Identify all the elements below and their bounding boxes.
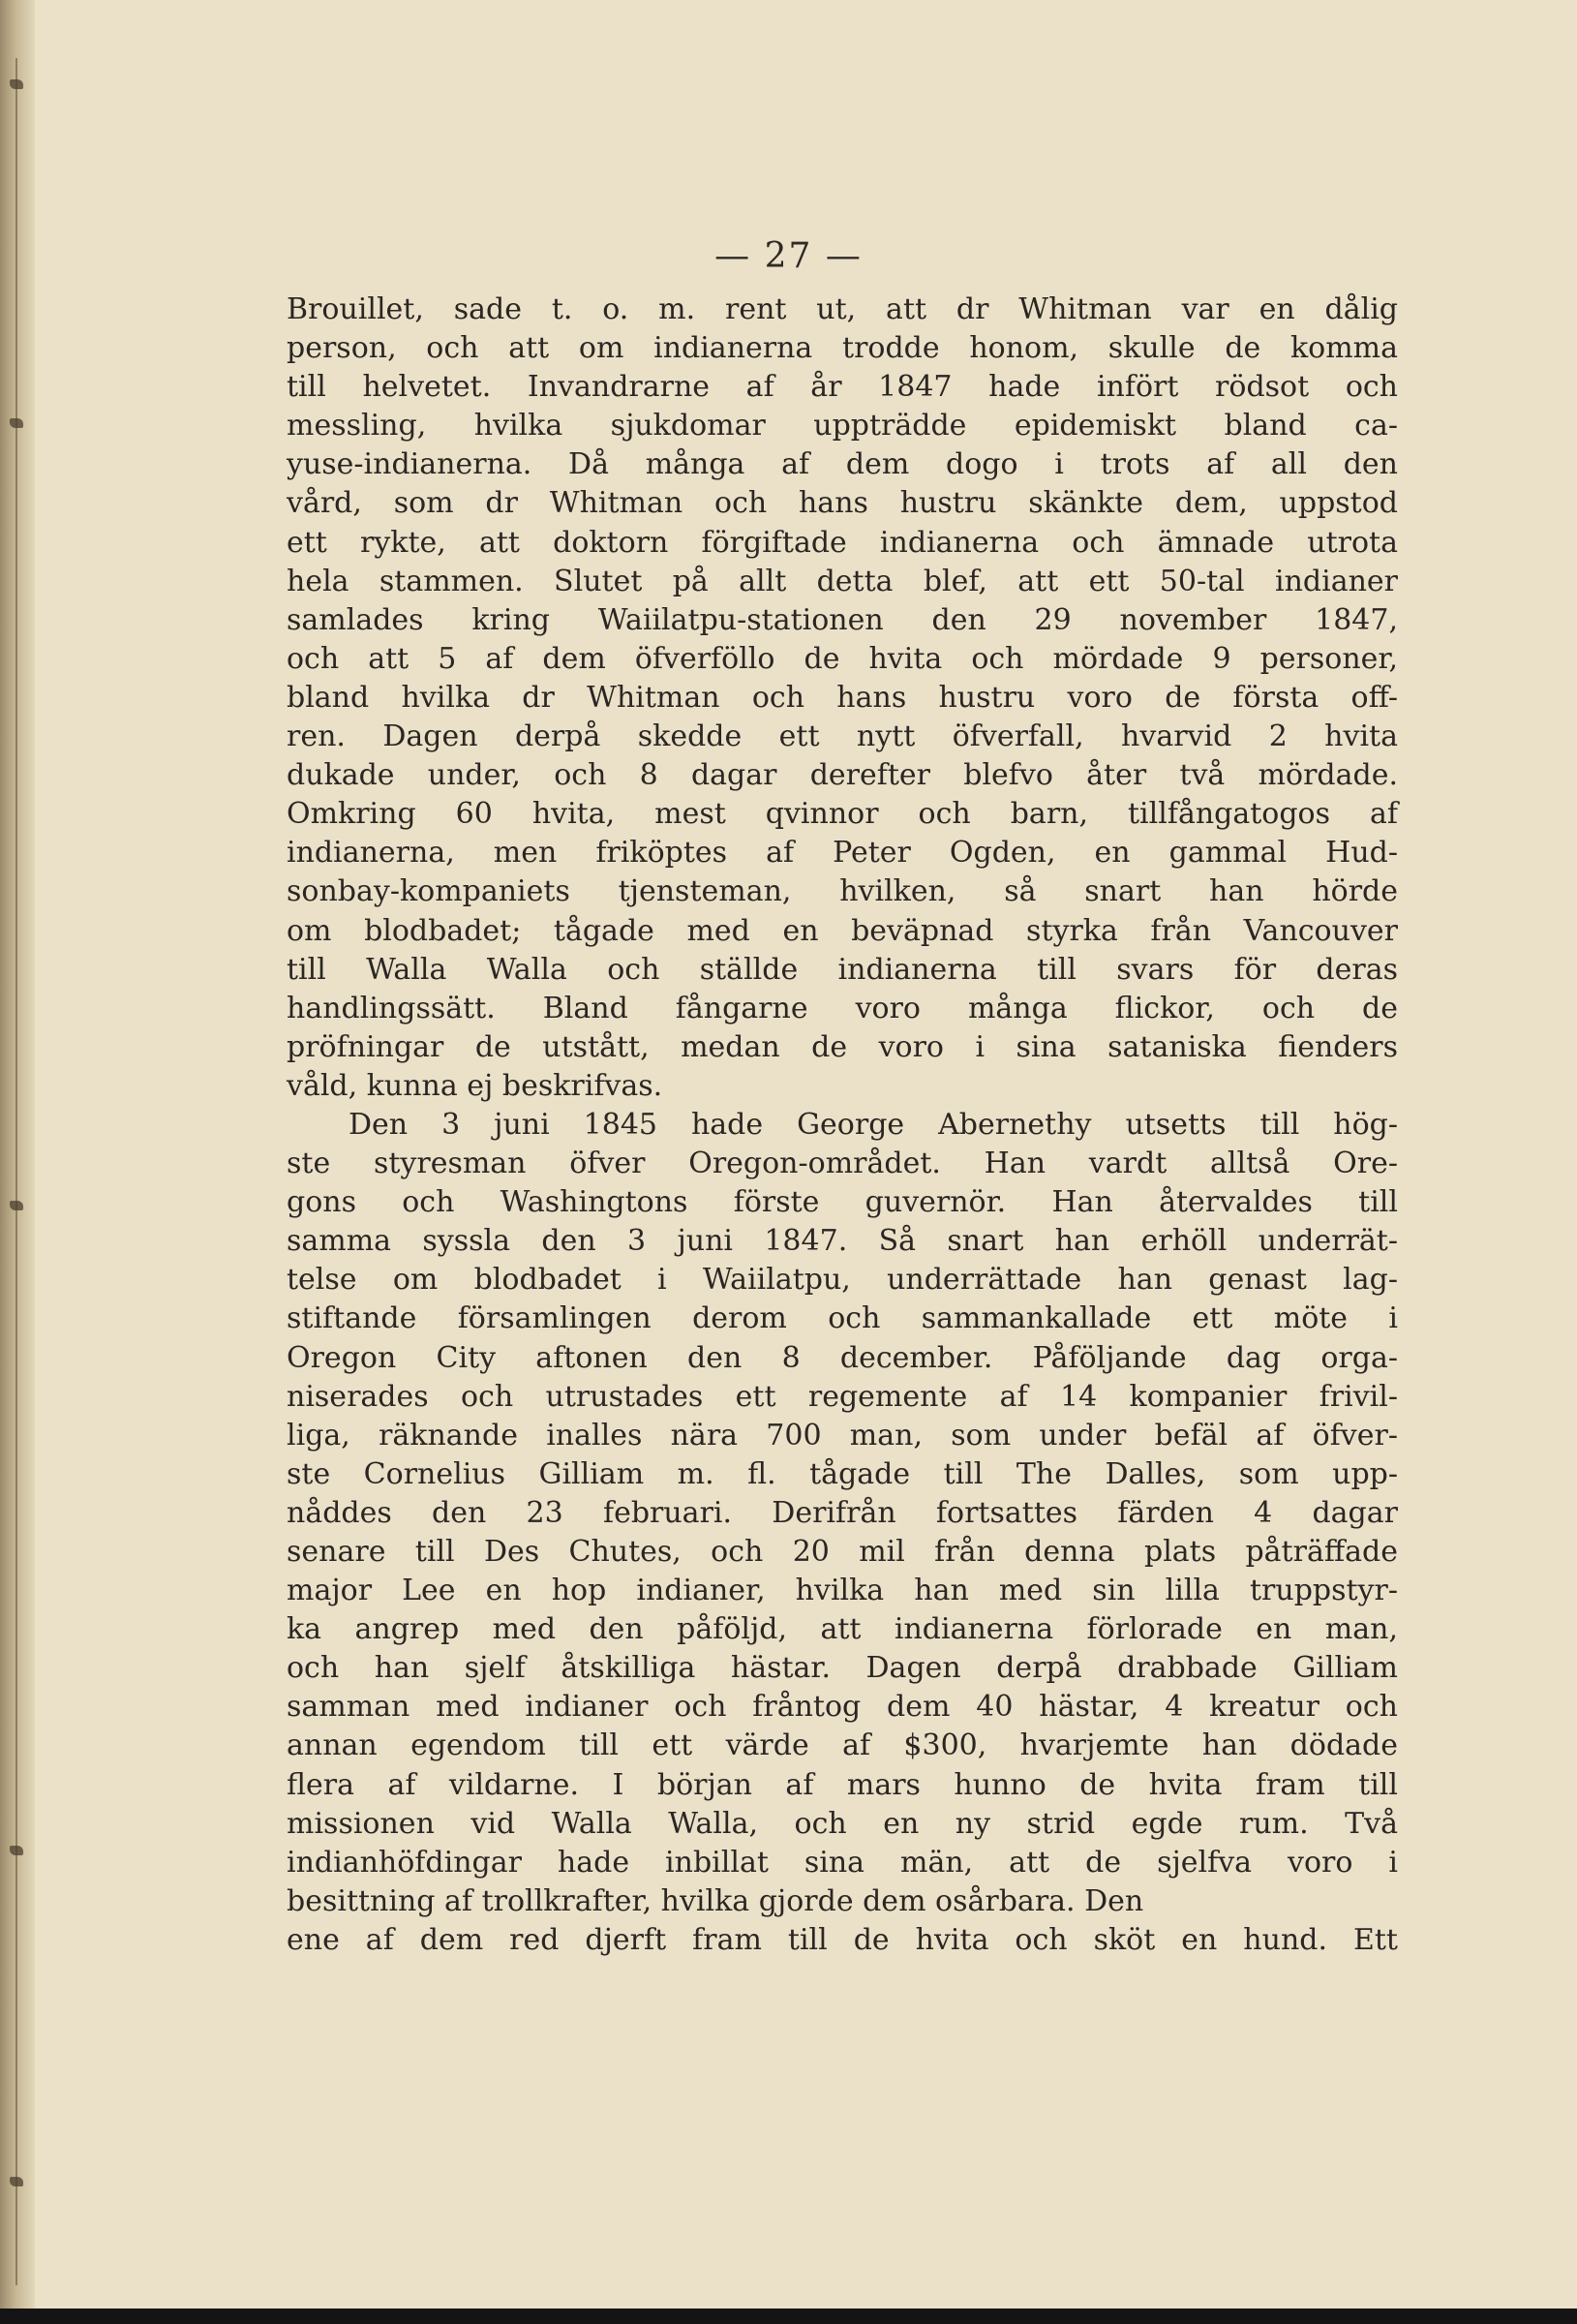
text-line: våld, kunna ej beskrifvas. bbox=[287, 1068, 663, 1103]
binding-stitch bbox=[10, 1201, 23, 1210]
text-line: ka angrep med den påföljd, att indianerna förlorade en man, bbox=[287, 1612, 1398, 1647]
text-line: och han sjelf åtskilliga hästar. Dagen derpå drabbade Gilliam bbox=[287, 1651, 1398, 1686]
text-line: ste Cornelius Gilliam m. fl. tågade till The Dalles, som upp- bbox=[287, 1456, 1398, 1491]
text-line: bland hvilka dr Whitman och hans hustru voro de första off- bbox=[287, 680, 1398, 715]
text-line: pröfningar de utstått, medan de voro i sina sataniska fienders bbox=[287, 1029, 1398, 1064]
text-line: vård, som dr Whitman och hans hustru skänkte dem, uppstod bbox=[287, 486, 1398, 521]
text-line: ste styresman öfver Oregon-området. Han vardt alltså Ore- bbox=[287, 1147, 1398, 1181]
text-line: dukade under, och 8 dagar derefter blefvo åter två mördade. bbox=[287, 758, 1398, 793]
text-line: Den 3 juni 1845 hade George Abernethy utsetts till hög- bbox=[349, 1107, 1398, 1142]
text-line: major Lee en hop indianer, hvilka han med sin lilla truppstyr- bbox=[287, 1574, 1398, 1608]
text-line: samman med indianer och fråntog dem 40 hästar, 4 kreatur och bbox=[287, 1690, 1398, 1725]
text-line: stiftande församlingen derom och sammankallade ett möte i bbox=[287, 1301, 1398, 1336]
binding-stitch bbox=[10, 1846, 23, 1855]
text-line: Oregon City aftonen den 8 december. Påföljande dag orga- bbox=[287, 1340, 1398, 1375]
text-line: indianerna, men friköptes af Peter Ogden, en gammal Hud- bbox=[287, 836, 1398, 871]
text-line: samma syssla den 3 juni 1847. Så snart han erhöll underrät- bbox=[287, 1224, 1398, 1259]
text-line: och att 5 af dem öfverföllo de hvita och mördade 9 personer, bbox=[287, 641, 1398, 676]
text-line: person, och att om indianerna trodde honom, skulle de komma bbox=[287, 331, 1398, 366]
binding-stitch bbox=[10, 79, 23, 89]
text-line: liga, räknande inalles nära 700 man, som under befäl af öfver- bbox=[287, 1418, 1398, 1452]
text-line: till Walla Walla och ställde indianerna till svars för deras bbox=[287, 952, 1398, 987]
text-line: Brouillet, sade t. o. m. rent ut, att dr Whitman var en dålig bbox=[287, 292, 1398, 326]
binding-stitch bbox=[10, 2177, 23, 2186]
text-line: yuse-indianerna. Då många af dem dogo i trots af all den bbox=[287, 447, 1398, 482]
text-line: gons och Washingtons förste guvernör. Han återvaldes till bbox=[287, 1185, 1398, 1220]
text-line: telse om blodbadet i Waiilatpu, underrättade han genast lag- bbox=[287, 1263, 1398, 1298]
text-line: indianhöfdingar hade inbillat sina män, att de sjelfva voro i bbox=[287, 1845, 1398, 1880]
text-line: sonbay-kompaniets tjensteman, hvilken, så snart han hörde bbox=[287, 874, 1398, 909]
text-line: ett rykte, att doktorn förgiftade indianerna och ämnade utrota bbox=[287, 525, 1398, 560]
binding-edge bbox=[15, 58, 17, 2285]
text-line: nåddes den 23 februari. Derifrån fortsattes färden 4 dagar bbox=[287, 1495, 1398, 1530]
scan-bottom-edge bbox=[0, 2309, 1577, 2324]
text-line: om blodbadet; tågade med en beväpnad styrka från Vancouver bbox=[287, 913, 1398, 948]
text-line: hela stammen. Slutet på allt detta blef, att ett 50-tal indianer bbox=[287, 564, 1398, 598]
text-line: missionen vid Walla Walla, och en ny strid egde rum. Två bbox=[287, 1806, 1398, 1841]
page-number: — 27 — bbox=[714, 236, 863, 276]
text-line: till helvetet. Invandrarne af år 1847 hade infört rödsot och bbox=[287, 370, 1398, 405]
text-line: handlingssätt. Bland fångarne voro många flickor, och de bbox=[287, 991, 1398, 1025]
page-spine-shadow bbox=[0, 0, 35, 2324]
text-line: ren. Dagen derpå skedde ett nytt öfverfall, hvarvid 2 hvita bbox=[287, 719, 1398, 754]
text-line: messling, hvilka sjukdomar uppträdde epidemiskt bland ca- bbox=[287, 409, 1398, 443]
text-line: besittning af trollkrafter, hvilka gjorde dem osårbara. Den bbox=[287, 1883, 1144, 1918]
text-line: senare till Des Chutes, och 20 mil från denna plats påträffade bbox=[287, 1535, 1398, 1569]
text-line: flera af vildarne. I början af mars hunno de hvita fram till bbox=[287, 1767, 1398, 1802]
text-line: ene af dem red djerft fram till de hvita och sköt en hund. Ett bbox=[287, 1922, 1398, 1957]
text-line: annan egendom till ett värde af $300, hvarjemte han dödade bbox=[287, 1728, 1398, 1763]
text-line: samlades kring Waiilatpu-stationen den 29 november 1847, bbox=[287, 602, 1398, 637]
binding-stitch bbox=[10, 418, 23, 428]
text-line: Omkring 60 hvita, mest qvinnor och barn, tillfångatogos af bbox=[287, 797, 1398, 832]
text-line: niserades och utrustades ett regemente af 14 kompanier frivil- bbox=[287, 1379, 1398, 1414]
body-text bbox=[287, 290, 1398, 1960]
